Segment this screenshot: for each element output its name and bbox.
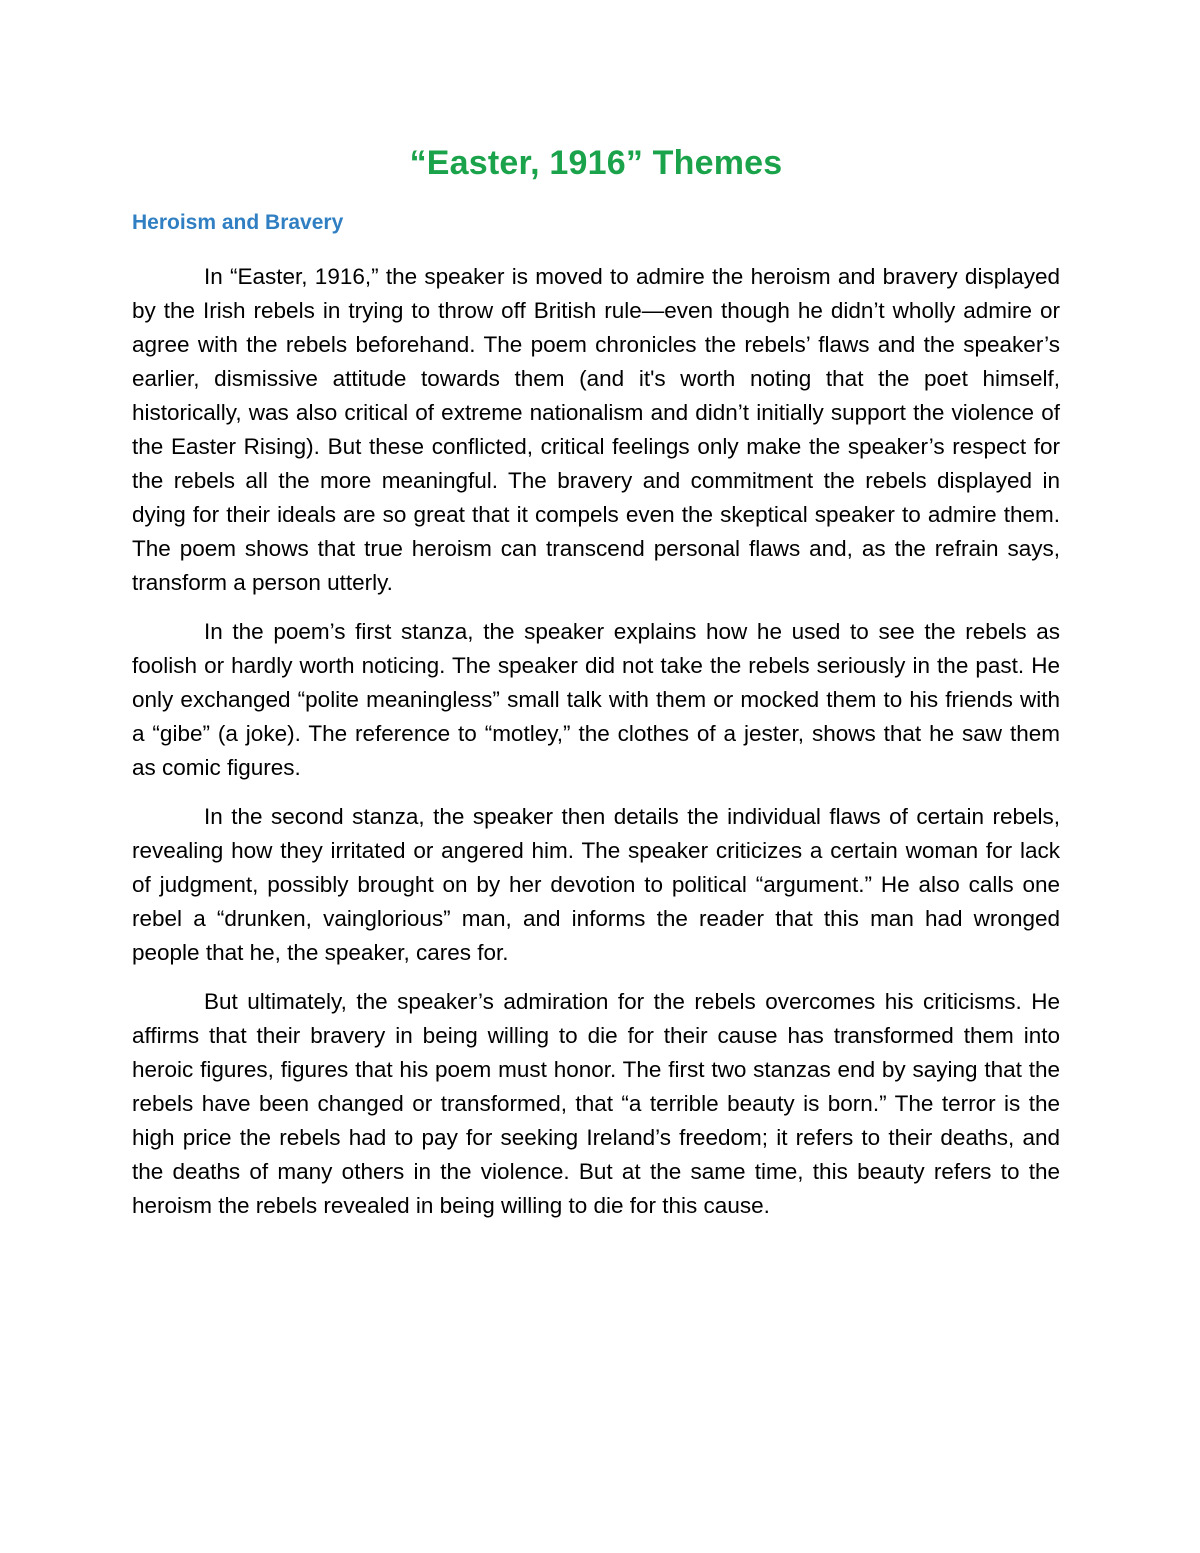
- body-paragraph: In “Easter, 1916,” the speaker is moved to admire the heroism and bravery displayed by the Irish rebels in trying to throw off British rule—even though he didn’t wholly admire or agree with the rebels beforehand. The poem chronicles the rebels’ flaws and the speaker’s earlier, dismissive attitude towards them (and it's worth noting that the poet himself, historically, was also critical of extreme nationalism and didn’t initially support the violence of the Easter Rising). But these conflicted, critical feelings only make the speaker’s respect for the rebels all the more meaningful. The bravery and commitment the rebels displayed in dying for their ideals are so great that it compels even the skeptical speaker to admire them. The poem shows that true heroism can transcend personal flaws and, as the refrain says, transform a person utterly.: [132, 264, 1060, 595]
- body-paragraph: In the poem’s first stanza, the speaker explains how he used to see the rebels as foolish or hardly worth noticing. The speaker did not take the rebels seriously in the past. He only exchanged “polite meaningless” small talk with them or mocked them to his friends with a “gibe” (a joke). The reference to “motley,” the clothes of a jester, shows that he saw them as comic figures.: [132, 619, 1060, 780]
- body-paragraph: In the second stanza, the speaker then details the individual flaws of certain rebels, revealing how they irritated or angered him. The speaker criticizes a certain woman for lack of judgment, possibly brought on by her devotion to political “argument.” He also calls one rebel a “drunken, vainglorious” man, and informs the reader that this man had wronged people that he, the speaker, cares for.: [132, 804, 1060, 965]
- body-paragraph: But ultimately, the speaker’s admiration for the rebels overcomes his criticisms. He affirms that their bravery in being willing to die for their cause has transformed them into heroic figures, figures that his poem must honor. The first two stanzas end by saying that the rebels have been changed or transformed, that “a terrible beauty is born.” The terror is the high price the rebels had to pay for seeking Ireland’s freedom; it refers to their deaths, and the deaths of many others in the violence. But at the same time, this beauty refers to the heroism the rebels revealed in being willing to die for this cause.: [132, 989, 1060, 1218]
- document-page: [132, 140, 1060, 1223]
- page-title: “Easter, 1916” Themes: [409, 144, 783, 182]
- section-heading: Heroism and Bravery: [132, 211, 344, 234]
